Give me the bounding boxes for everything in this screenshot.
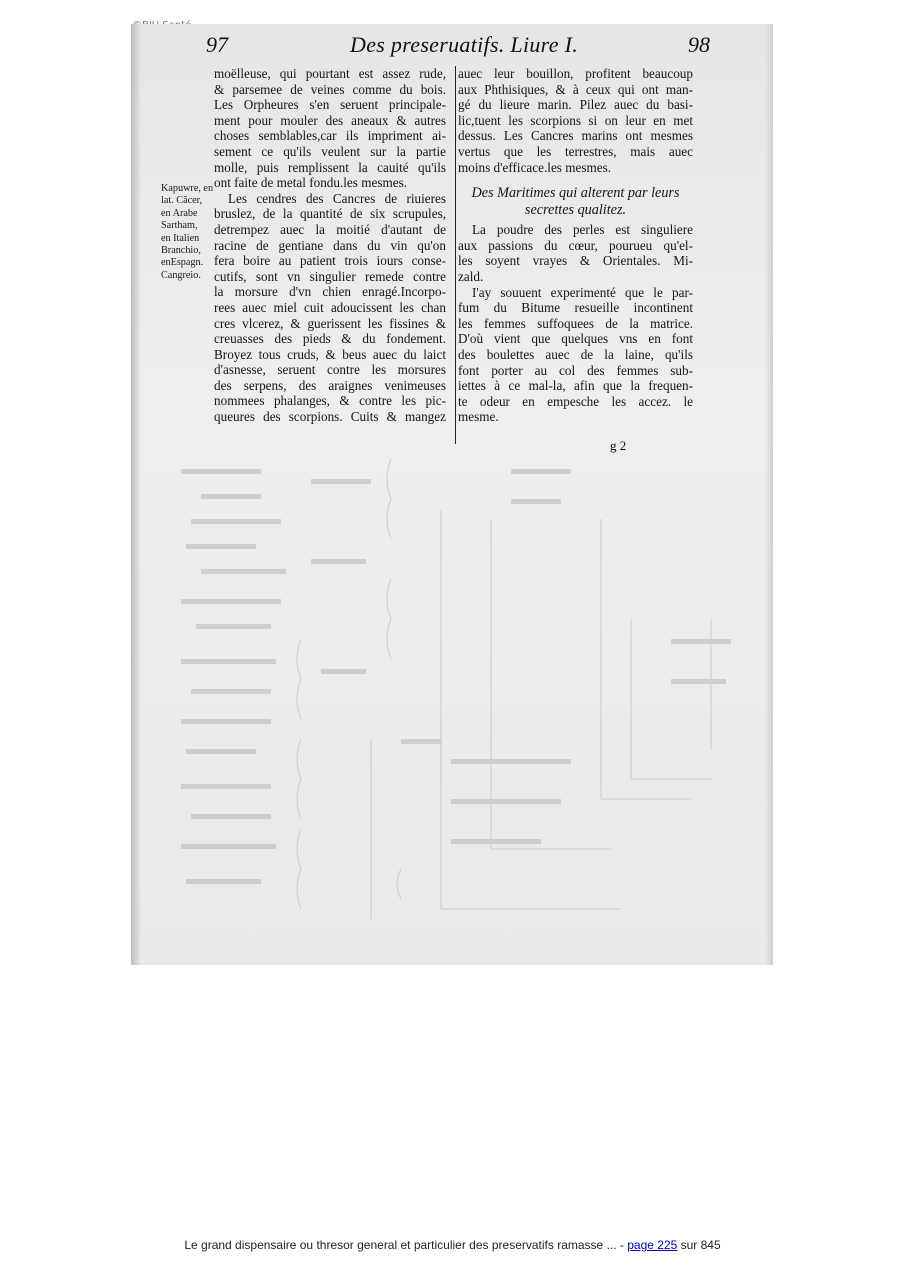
page-edge-shadow <box>765 24 773 965</box>
text-line: Broyez tous cruds, & beus auec du laict <box>214 346 446 362</box>
text-line: bruslez, de la quantité de six scrupules, <box>214 206 446 222</box>
bleed-through-table <box>151 439 751 939</box>
text-line: racine de gentiane dans du vin qu'on <box>214 237 446 253</box>
margin-note-line: Cangreio. <box>161 269 201 281</box>
text-line: aux passions du cœur, pourueu qu'el- <box>458 237 693 253</box>
text-line: cres vlcerez, & guerissent les fissines & <box>214 315 446 331</box>
text-line: Les cendres des Cancres de riuieres <box>228 190 446 206</box>
text-line: la morsure d'vn chien enragé.Incorpo- <box>214 284 446 300</box>
margin-note-line: Sartham, <box>161 220 198 232</box>
text-line: des boulettes auec de la laine, qu'ils <box>458 346 693 362</box>
running-title: Des preseruatifs. Liure I. <box>350 32 578 57</box>
text-line: iettes à ce mal-la, afin que la frequen- <box>458 378 693 394</box>
text-line: ont faite de metal fondu.les mesmes. <box>214 175 407 191</box>
text-line: La poudre des perles est singuliere <box>472 222 693 238</box>
signature-mark: g 2 <box>610 438 627 453</box>
text-line: font porter au col des femmes sub- <box>458 362 693 378</box>
text-line: queures des scorpions. Cuits & mangez <box>214 409 446 425</box>
text-line: vertus que les terrestres, mais auec <box>458 143 693 159</box>
text-line: cutifs, sont vn singulier remede contre <box>214 268 446 284</box>
text-line: fera boire au patient trois iours conse- <box>214 253 446 269</box>
text-line: dessus. Les Cancres marins ont mesmes <box>458 128 693 144</box>
text-line: detrempez auec la moitié d'autant de <box>214 221 446 237</box>
text-line: & parsemee de veines comme du bois. <box>214 81 446 97</box>
text-line: les soyent vrayes & Orientales. Mi- <box>458 253 693 269</box>
text-line: nommees phalanges, & contre les pic- <box>214 393 446 409</box>
text-line: choses semblables,car ils impriment ai- <box>214 128 446 144</box>
text-line: molle, puis remplissent la cauité qu'ils <box>214 159 446 175</box>
margin-note-line: Kapuwre, en <box>161 183 214 194</box>
text-line: gé du lieure marin. Pilez auec du basi- <box>458 97 693 113</box>
footer-title: Le grand dispensaire ou thresor general et particulier des preservatifs ramasse ... - <box>184 1238 628 1252</box>
footer-page-count: sur 845 <box>677 1238 721 1252</box>
text-line: Les Orpheures s'en seruent principale- <box>214 97 446 113</box>
left-column <box>214 66 446 425</box>
text-line: moins d'efficace.les mesmes. <box>458 159 612 175</box>
right-column <box>458 66 693 425</box>
text-line: fum du Bitume resueille incontinent <box>458 300 693 316</box>
text-line: auec leur bouillon, profitent beaucoup <box>458 66 693 81</box>
margin-note-line: lat. Cãcer, <box>161 195 203 207</box>
text-line: mesme. <box>458 409 499 425</box>
running-header <box>200 32 710 62</box>
text-line: les femmes suffoquees de la matrice. <box>458 315 693 331</box>
section-heading <box>458 185 693 218</box>
text-line: D'où vient que quelques vns en font <box>458 331 693 347</box>
text-line: creuasses des pieds & du fondement. <box>214 331 446 347</box>
text-line: sement ce qu'ils veulent sur la partie <box>214 143 446 159</box>
page-link[interactable]: page 225 <box>627 1238 678 1252</box>
margin-note-line: enEspagn. <box>161 257 204 269</box>
margin-note-line: en Italien <box>161 232 200 244</box>
text-line: rees auec miel cuit adoucissent les chan <box>214 299 446 315</box>
text-line: aux Phthisiques, & à ceux qui ont man- <box>458 81 693 97</box>
text-line: zald. <box>458 268 484 284</box>
heading-line: Des Maritimes qui alterent par leurs <box>471 185 680 202</box>
margin-note-line: Branchio, <box>161 245 201 257</box>
column-divider <box>455 66 456 444</box>
page-footer <box>0 1238 905 1252</box>
margin-note-line: en Arabe <box>161 207 198 219</box>
text-line: ment pour mouler des aneaux & autres <box>214 112 446 128</box>
text-line: lic,tuent les scorpions si on leur en met <box>458 112 693 128</box>
text-line: I'ay souuent experimenté que le par- <box>472 284 693 300</box>
text-line: moëlleuse, qui pourtant est assez rude, <box>214 66 446 81</box>
page-gutter-shadow <box>131 24 141 965</box>
page-number-left: 97 <box>206 32 228 57</box>
margin-note <box>161 183 213 282</box>
heading-line: secrettes qualitez. <box>524 201 627 218</box>
text-line: te odeur en empesche les accez. le <box>458 393 693 409</box>
page-number-right: 98 <box>688 32 710 57</box>
text-line: d'asnesse, seruent contre les morsures <box>214 362 446 378</box>
text-line: des serpens, des araignes venimeuses <box>214 377 446 393</box>
